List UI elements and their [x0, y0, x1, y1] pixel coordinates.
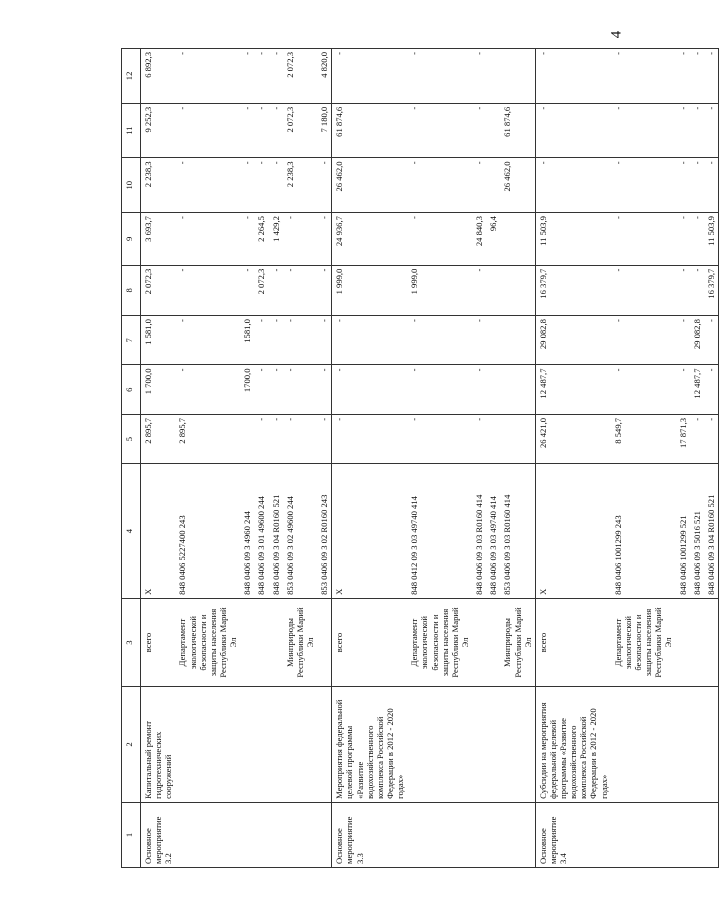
table-cell: - — [332, 365, 407, 414]
table-cell: - — [240, 103, 254, 158]
table-cell: Х — [535, 464, 610, 599]
table-cell: - — [240, 158, 254, 213]
table-cell — [254, 598, 268, 686]
table-cell: - — [269, 158, 283, 213]
table-cell — [500, 365, 535, 414]
table-row — [332, 49, 407, 868]
table-cell: Субсидии на мероприятия федеральной целевой программы «Развитие водохозяйственного комплекса Российской Федерации в 2012 - 2020 годах» — [535, 687, 610, 803]
table-cell: - — [472, 49, 486, 104]
table-cell: - — [690, 414, 704, 463]
table-cell: - — [332, 316, 407, 365]
table-row — [500, 49, 535, 868]
table-cell: - — [704, 103, 719, 158]
table-cell: - — [283, 265, 317, 315]
table-cell — [500, 687, 535, 803]
table-cell: - — [535, 103, 610, 158]
table-cell — [240, 802, 254, 867]
table-cell — [690, 598, 704, 686]
table-cell: - — [690, 213, 704, 266]
table-cell: - — [254, 414, 268, 463]
table-cell: 1 999,0 — [332, 265, 407, 315]
table-cell — [676, 687, 690, 803]
table-cell — [690, 687, 704, 803]
table-cell: - — [283, 414, 317, 463]
table-cell — [472, 802, 486, 867]
table-cell: - — [611, 265, 676, 315]
table-cell: 26 462,0 — [500, 158, 535, 213]
table-cell: - — [317, 213, 332, 266]
table-cell: 3 693,7 — [141, 213, 176, 266]
column-header: 6 — [122, 365, 141, 414]
column-header: 12 — [122, 49, 141, 104]
table-cell — [486, 103, 500, 158]
table-cell: 2 072,3 — [283, 49, 317, 104]
table-cell: - — [704, 365, 719, 414]
table-cell: Х — [332, 464, 407, 599]
table-cell: - — [704, 158, 719, 213]
table-cell — [472, 598, 486, 686]
table-cell: - — [269, 365, 283, 414]
table-cell: - — [317, 316, 332, 365]
table-cell — [317, 802, 332, 867]
table-cell — [500, 414, 535, 463]
table-cell: - — [175, 158, 240, 213]
table-cell: 853 0406 09 3 03 R0160 414 — [500, 464, 535, 599]
table-cell: - — [317, 365, 332, 414]
table-cell: 9 252,3 — [141, 103, 176, 158]
table-cell: - — [676, 365, 690, 414]
table-cell — [704, 687, 719, 803]
table-row — [317, 49, 332, 868]
table-cell: - — [676, 49, 690, 104]
table-cell: 11 503,9 — [704, 213, 719, 266]
table-row — [269, 49, 283, 868]
table-cell: 1 581,0 — [141, 316, 176, 365]
table-cell: - — [254, 103, 268, 158]
rotated-table-sheet — [121, 48, 716, 868]
table-row — [240, 49, 254, 868]
table-cell: - — [175, 103, 240, 158]
table-cell: 848 0406 09 3 03 49740 414 — [486, 464, 500, 599]
table-cell: - — [535, 158, 610, 213]
table-cell — [486, 49, 500, 104]
table-cell: 16 379,7 — [535, 265, 610, 315]
table-cell: - — [472, 103, 486, 158]
table-cell: 17 871,3 — [676, 414, 690, 463]
column-header: 4 — [122, 464, 141, 599]
table-row — [407, 49, 472, 868]
table-cell: - — [611, 213, 676, 266]
table-cell: 1 999,0 — [407, 265, 472, 315]
table-cell — [704, 802, 719, 867]
table-cell — [254, 802, 268, 867]
table-cell: Департамент экологической безопасности и защиты населения Республики Марий Эл — [175, 598, 240, 686]
table-cell: - — [472, 414, 486, 463]
table-cell: - — [676, 213, 690, 266]
page-number: 4 — [607, 30, 624, 39]
column-header: 2 — [122, 687, 141, 803]
table-cell: 848 0406 1001299 521 — [676, 464, 690, 599]
table-row — [486, 49, 500, 868]
table-row — [254, 49, 268, 868]
table-cell: 848 0406 09 3 01 49600 244 — [254, 464, 268, 599]
table-cell: 6 892,3 — [141, 49, 176, 104]
table-cell: Департамент экологической безопасности и защиты населения Республики Марий Эл — [407, 598, 472, 686]
table-cell — [283, 687, 317, 803]
table-cell — [407, 687, 472, 803]
table-cell: - — [472, 158, 486, 213]
table-cell — [500, 213, 535, 266]
table-cell — [486, 414, 500, 463]
table-cell: 11 503,9 — [535, 213, 610, 266]
table-row — [676, 49, 690, 868]
table-cell: 26 421,0 — [535, 414, 610, 463]
table-cell: - — [690, 49, 704, 104]
table-cell: - — [676, 316, 690, 365]
table-cell — [611, 802, 676, 867]
table-cell: 2 264,5 — [254, 213, 268, 266]
table-cell: - — [407, 414, 472, 463]
table-cell: 8 549,7 — [611, 414, 676, 463]
table-row — [141, 49, 176, 868]
table-cell: 853 0406 09 3 02 49600 244 — [283, 464, 317, 599]
table-cell: всего — [535, 598, 610, 686]
table-cell: 848 0406 5227400 243 — [175, 464, 240, 599]
table-cell: - — [269, 414, 283, 463]
table-cell: - — [676, 158, 690, 213]
table-cell: - — [175, 213, 240, 266]
table-cell: - — [704, 414, 719, 463]
table-cell — [486, 265, 500, 315]
table-cell: 1581,0 — [240, 316, 254, 365]
table-cell — [254, 687, 268, 803]
table-cell — [240, 414, 254, 463]
table-cell: - — [175, 49, 240, 104]
table-cell: 61 874,6 — [332, 103, 407, 158]
table-cell — [486, 598, 500, 686]
table-cell: - — [332, 49, 407, 104]
table-header-row — [122, 49, 141, 868]
table-cell: - — [611, 49, 676, 104]
table-cell: Х — [141, 464, 176, 599]
table-cell: - — [175, 265, 240, 315]
table-cell: - — [254, 49, 268, 104]
table-cell: - — [611, 365, 676, 414]
table-cell: - — [283, 316, 317, 365]
table-cell: - — [175, 365, 240, 414]
table-cell: - — [676, 265, 690, 315]
table-cell — [500, 316, 535, 365]
table-cell: - — [269, 49, 283, 104]
table-cell: всего — [141, 598, 176, 686]
column-header: 8 — [122, 265, 141, 315]
table-cell: - — [611, 158, 676, 213]
table-cell — [283, 802, 317, 867]
table-cell — [500, 265, 535, 315]
table-cell: - — [611, 103, 676, 158]
table-cell: - — [472, 365, 486, 414]
table-cell: 1 700,0 — [141, 365, 176, 414]
table-cell — [269, 598, 283, 686]
table-cell: - — [690, 158, 704, 213]
table-cell — [690, 802, 704, 867]
table-cell — [407, 802, 472, 867]
table-cell: 848 0406 09 3 5016 521 — [690, 464, 704, 599]
table-cell: - — [269, 316, 283, 365]
table-cell — [175, 687, 240, 803]
table-cell: 1700,0 — [240, 365, 254, 414]
table-cell: 848 0406 1001299 243 — [611, 464, 676, 599]
table-cell: 2 072,3 — [254, 265, 268, 315]
table-cell: - — [704, 49, 719, 104]
table-cell: - — [407, 103, 472, 158]
table-cell: 12 487,7 — [690, 365, 704, 414]
table-cell: 2 238,3 — [283, 158, 317, 213]
table-cell: Основное мероприятие 3.3 — [332, 802, 407, 867]
table-cell — [676, 598, 690, 686]
table-cell: 2 072,3 — [141, 265, 176, 315]
table-cell — [175, 802, 240, 867]
table-row — [175, 49, 240, 868]
table-cell: Минприроды Республики Марий Эл — [500, 598, 535, 686]
table-cell: 2 895,7 — [141, 414, 176, 463]
table-cell: - — [332, 414, 407, 463]
table-cell: - — [254, 158, 268, 213]
table-cell: - — [407, 213, 472, 266]
table-cell: Мероприятия федеральной целевой программы «Развитие водохозяйственного комплекса Российской Федерации в 2012 - 2020 годах» — [332, 687, 407, 803]
table-cell — [269, 687, 283, 803]
table-cell: 7 180,0 — [317, 103, 332, 158]
table-cell: - — [472, 265, 486, 315]
table-cell: 848 0406 09 3 04 R0160 521 — [704, 464, 719, 599]
table-cell: Департамент экологической безопасности и защиты населения Республики Марий Эл — [611, 598, 676, 686]
table-cell: 848 0406 09 3 4960 244 — [240, 464, 254, 599]
budget-table — [121, 48, 719, 868]
table-cell — [486, 158, 500, 213]
table-cell: - — [269, 103, 283, 158]
table-cell: 29 082,8 — [690, 316, 704, 365]
table-cell: 24 936,7 — [332, 213, 407, 266]
column-header: 9 — [122, 213, 141, 266]
table-cell: 848 0406 09 3 03 R0160 414 — [472, 464, 486, 599]
table-row — [283, 49, 317, 868]
table-cell: 16 379,7 — [704, 265, 719, 315]
table-cell: - — [317, 414, 332, 463]
table-cell: 26 462,0 — [332, 158, 407, 213]
table-cell — [317, 598, 332, 686]
table-cell: - — [407, 158, 472, 213]
table-cell: - — [690, 265, 704, 315]
table-cell: 2 895,7 — [175, 414, 240, 463]
table-cell: 848 0412 09 3 03 49740 414 — [407, 464, 472, 599]
table-cell: Основное мероприятие 3.4 — [535, 802, 610, 867]
table-row — [535, 49, 610, 868]
column-header: 3 — [122, 598, 141, 686]
table-cell — [269, 802, 283, 867]
table-cell: - — [175, 316, 240, 365]
table-cell: - — [317, 158, 332, 213]
table-body — [141, 49, 719, 868]
table-cell: 2 072,3 — [283, 103, 317, 158]
table-cell — [486, 316, 500, 365]
table-cell: - — [240, 265, 254, 315]
table-row — [704, 49, 719, 868]
table-cell — [486, 802, 500, 867]
table-cell: - — [240, 49, 254, 104]
column-header: 1 — [122, 802, 141, 867]
table-cell: 29 082,8 — [535, 316, 610, 365]
column-header: 11 — [122, 103, 141, 158]
table-cell: Минприроды Республики Марий Эл — [283, 598, 317, 686]
table-cell: - — [407, 49, 472, 104]
column-header: 10 — [122, 158, 141, 213]
table-cell: - — [472, 316, 486, 365]
column-header: 5 — [122, 414, 141, 463]
table-cell — [317, 687, 332, 803]
table-cell: - — [535, 49, 610, 104]
table-cell: 12 487,7 — [535, 365, 610, 414]
table-row — [690, 49, 704, 868]
table-cell: 2 238,3 — [141, 158, 176, 213]
table-cell: Основное мероприятие 3.2 — [141, 802, 176, 867]
table-cell: 853 0406 09 3 02 R0160 243 — [317, 464, 332, 599]
table-cell: - — [611, 316, 676, 365]
table-cell: - — [254, 365, 268, 414]
table-cell — [500, 802, 535, 867]
table-cell — [486, 365, 500, 414]
table-row — [472, 49, 486, 868]
table-cell: 1 429,2 — [269, 213, 283, 266]
column-header: 7 — [122, 316, 141, 365]
table-cell — [676, 802, 690, 867]
table-cell: Капитальный ремонт гидротехнических сооружений — [141, 687, 176, 803]
table-cell: - — [240, 213, 254, 266]
table-cell — [500, 49, 535, 104]
table-cell: - — [690, 103, 704, 158]
table-cell: - — [317, 265, 332, 315]
table-cell: - — [254, 316, 268, 365]
table-cell: - — [283, 213, 317, 266]
table-cell: 848 0406 09 3 04 R0160 521 — [269, 464, 283, 599]
table-cell: - — [407, 365, 472, 414]
table-cell: - — [704, 316, 719, 365]
table-cell: - — [676, 103, 690, 158]
table-cell: 96,4 — [486, 213, 500, 266]
table-cell — [240, 598, 254, 686]
table-cell: - — [407, 316, 472, 365]
table-cell — [472, 687, 486, 803]
table-cell — [611, 687, 676, 803]
table-cell — [704, 598, 719, 686]
table-cell: 24 840,3 — [472, 213, 486, 266]
table-cell: - — [283, 365, 317, 414]
table-cell — [486, 687, 500, 803]
table-cell: 4 820,0 — [317, 49, 332, 104]
table-cell — [240, 687, 254, 803]
table-row — [611, 49, 676, 868]
table-cell: 61 874,6 — [500, 103, 535, 158]
table-cell: - — [269, 265, 283, 315]
table-cell: всего — [332, 598, 407, 686]
